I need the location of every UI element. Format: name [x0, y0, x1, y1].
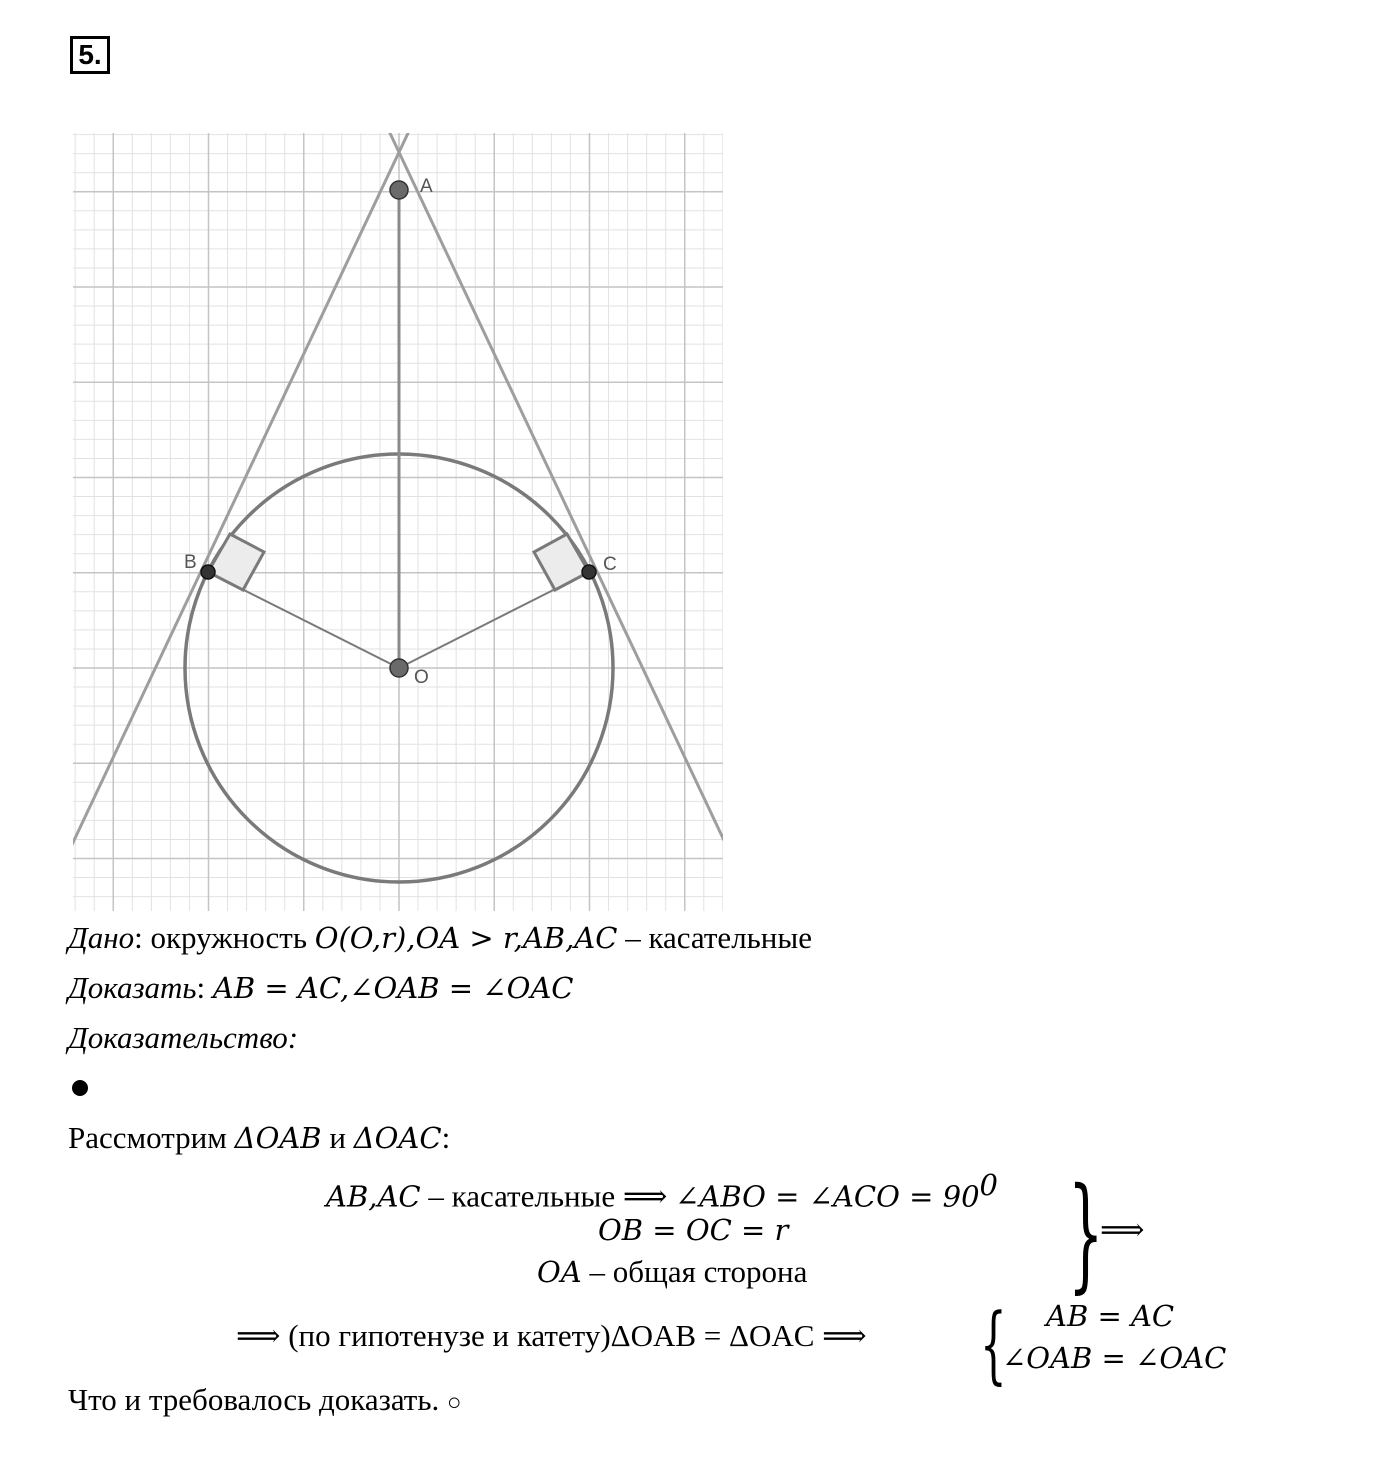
consider-math2: ΔOAC	[353, 1121, 442, 1155]
given-math: O(O,r),OA > r,AB,AC	[314, 921, 618, 955]
given-text: окружность	[150, 920, 307, 955]
prove-line	[68, 970, 574, 1006]
consider-colon: :	[441, 1120, 451, 1155]
system-math-1: AB = AC	[1046, 1299, 1175, 1333]
given-label: Дано	[68, 920, 135, 955]
label-c: C	[603, 554, 617, 575]
consider-text: Рассмотрим	[68, 1120, 227, 1155]
line2-math: OB = OC = r	[598, 1213, 789, 1247]
final-text: Что и требовалось доказать.	[68, 1382, 440, 1417]
label-b: B	[184, 552, 197, 573]
final-line	[68, 1382, 462, 1418]
system-line-1	[1046, 1298, 1174, 1334]
proof-label: Доказательство:	[68, 1020, 299, 1055]
line3-math: OA	[537, 1255, 582, 1289]
line1-math: AB,AC	[326, 1179, 421, 1214]
given-colon: :	[134, 920, 143, 955]
point-o	[390, 659, 408, 677]
label-a: A	[420, 176, 433, 197]
line3-text: – общая сторона	[589, 1254, 808, 1289]
line1-math2: ∠ABO = ∠ACO = 90	[675, 1179, 980, 1214]
right-angle-marker-c	[534, 534, 589, 590]
conclusion-line: ⟹ (по гипотенузе и катету)ΔOAB = ΔOAC ⟹	[236, 1318, 867, 1353]
prove-label: Доказать	[68, 970, 197, 1005]
qed-symbol: ○	[447, 1390, 462, 1416]
proof-line-2	[598, 1212, 788, 1248]
consider-and: и	[329, 1120, 346, 1155]
grid	[60, 40, 740, 920]
bullet	[72, 1080, 88, 1096]
given-text2: касательные	[648, 920, 812, 955]
geometry-figure	[0, 0, 760, 920]
left-brace: {	[980, 1295, 1007, 1393]
prove-math: AB = AC,∠OAB = ∠OAC	[212, 971, 574, 1005]
system-line-2	[1002, 1340, 1226, 1376]
consider-math1: ΔOAB	[234, 1121, 322, 1155]
system-math-2: ∠OAB = ∠OAC	[1002, 1341, 1227, 1375]
proof-line-3	[537, 1254, 807, 1290]
point-a	[390, 181, 408, 199]
implies-arrow: ⟹	[1100, 1212, 1145, 1247]
proof-line-1	[326, 1168, 998, 1214]
problem-number: 5.	[70, 36, 110, 74]
right-brace: }	[1068, 1162, 1104, 1306]
point-b	[201, 565, 215, 579]
given-line	[68, 920, 812, 956]
label-o: O	[414, 667, 429, 688]
right-angle-marker-b	[208, 534, 264, 590]
given-dash: –	[625, 920, 641, 955]
prove-colon: :	[196, 970, 206, 1005]
point-c	[582, 565, 596, 579]
consider-line	[68, 1120, 450, 1156]
line1-sup: 0	[979, 1168, 998, 1202]
line1-text: касательные ⟹	[451, 1178, 668, 1214]
line1-dash: –	[428, 1178, 444, 1214]
